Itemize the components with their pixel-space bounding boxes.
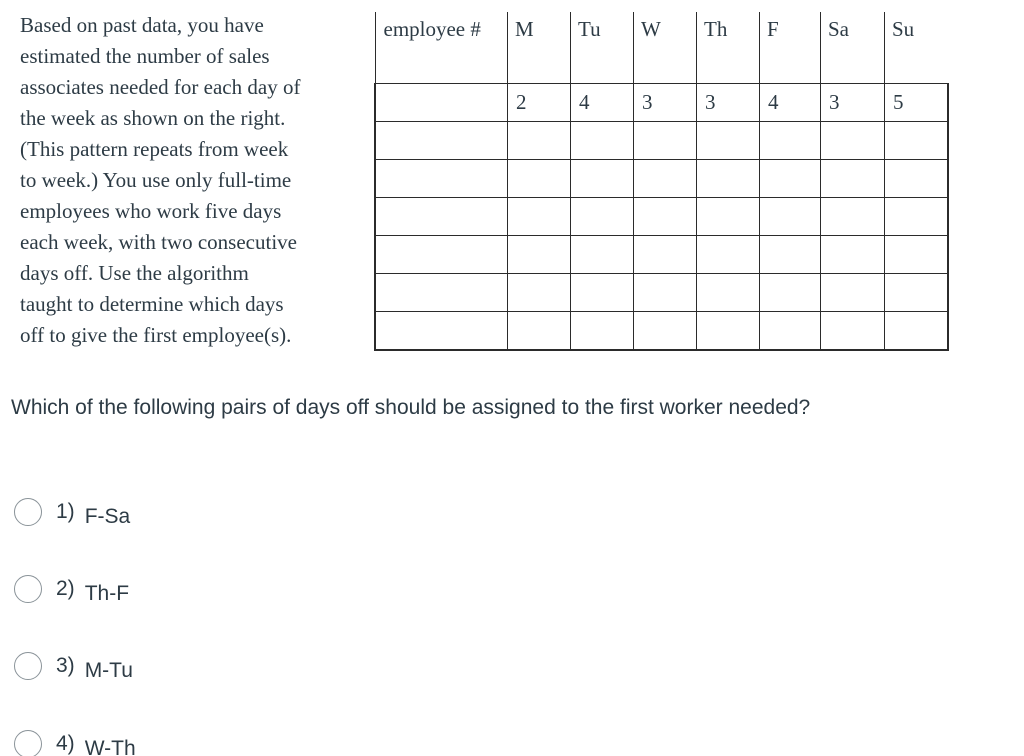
radio-button[interactable] [14, 498, 42, 526]
header-day-sa [821, 12, 885, 84]
table-cell [697, 274, 760, 312]
problem-line: off to give the first employee(s). [20, 323, 292, 347]
table-cell [885, 198, 949, 236]
table-cell [508, 198, 571, 236]
header-day-label: Su [892, 17, 915, 41]
table-cell [697, 160, 760, 198]
table-header-row [375, 12, 948, 84]
needed-value: 4 [579, 90, 590, 114]
header-day-label: Tu [578, 17, 601, 41]
table-cell [760, 312, 821, 351]
table-cell [697, 122, 760, 160]
header-day-label: Th [704, 17, 728, 41]
table-cell [375, 198, 508, 236]
header-employee-label: employee # [383, 17, 481, 41]
table-cell [821, 312, 885, 351]
table-cell [508, 122, 571, 160]
answer-label: F-Sa [84, 505, 131, 528]
table-cell [885, 274, 949, 312]
staffing-table [374, 12, 949, 351]
answer-option-3[interactable] [14, 649, 133, 683]
table-row [375, 236, 948, 274]
table-cell [697, 312, 760, 351]
problem-line: each week, with two consecutive [20, 230, 297, 254]
problem-line: employees who work five days [20, 199, 282, 223]
table-cell [634, 274, 697, 312]
problem-line: (This pattern repeats from week [20, 137, 289, 161]
radio-button[interactable] [14, 652, 42, 680]
table-cell [821, 198, 885, 236]
radio-button[interactable] [14, 730, 42, 756]
answer-label: W-Th [84, 737, 136, 756]
needed-value: 3 [705, 90, 716, 114]
answer-label: M-Tu [84, 659, 133, 682]
table-cell [375, 236, 508, 274]
header-day-tu [571, 12, 634, 84]
table-cell [885, 160, 949, 198]
header-day-m [508, 12, 571, 84]
table-cell [760, 198, 821, 236]
needed-row [375, 84, 948, 122]
table-cell [697, 198, 760, 236]
problem-line: days off. Use the algorithm [20, 261, 249, 285]
header-day-label: W [641, 17, 661, 41]
table-row [375, 122, 948, 160]
table-cell [821, 160, 885, 198]
table-cell [697, 84, 760, 122]
table-cell [508, 312, 571, 351]
header-employee [375, 12, 508, 84]
table-cell [571, 236, 634, 274]
table-cell [821, 122, 885, 160]
header-day-f [760, 12, 821, 84]
needed-value: 3 [829, 90, 840, 114]
table-cell [571, 160, 634, 198]
needed-value: 4 [768, 90, 779, 114]
table-cell [760, 160, 821, 198]
table-cell [375, 122, 508, 160]
answer-option-1[interactable] [14, 495, 130, 529]
table-cell [634, 160, 697, 198]
table-cell [508, 160, 571, 198]
table-cell [634, 198, 697, 236]
table-cell [760, 236, 821, 274]
table-cell [885, 84, 949, 122]
table-cell [571, 198, 634, 236]
problem-line: Based on past data, you have [20, 13, 264, 37]
answer-label: Th-F [84, 582, 130, 605]
table-row [375, 198, 948, 236]
question-text: Which of the following pairs of days off should be assigned to the first worker needed? [11, 396, 811, 419]
table-cell [375, 312, 508, 351]
needed-value: 3 [642, 90, 653, 114]
header-day-label: Sa [828, 17, 849, 41]
table-cell [375, 160, 508, 198]
table-cell [375, 274, 508, 312]
table-cell [634, 236, 697, 274]
table-cell [508, 84, 571, 122]
table-cell [760, 84, 821, 122]
answer-number: 3) [56, 654, 75, 677]
table-cell [821, 274, 885, 312]
table-cell [571, 122, 634, 160]
header-day-label: M [515, 17, 534, 41]
header-day-label: F [767, 17, 779, 41]
table-row [375, 274, 948, 312]
problem-statement [20, 10, 365, 351]
answer-option-4[interactable] [14, 727, 136, 756]
answer-number: 2) [56, 577, 75, 600]
table-row [375, 312, 948, 351]
table-row [375, 160, 948, 198]
answer-option-2[interactable] [14, 572, 129, 606]
table-cell [634, 84, 697, 122]
table-cell [634, 312, 697, 351]
problem-line: associates needed for each day of [20, 75, 301, 99]
problem-line: estimated the number of sales [20, 44, 270, 68]
table-cell [821, 236, 885, 274]
answer-number: 4) [56, 732, 75, 755]
table-cell [508, 274, 571, 312]
table-cell [571, 84, 634, 122]
needed-row-label [375, 84, 508, 122]
needed-value: 2 [516, 90, 527, 114]
needed-value: 5 [893, 90, 904, 114]
table-cell [697, 236, 760, 274]
table-cell [760, 122, 821, 160]
table-cell [885, 312, 949, 351]
problem-line: to week.) You use only full-time [20, 168, 292, 192]
answer-number: 1) [56, 500, 75, 523]
table-cell [508, 236, 571, 274]
header-day-th [697, 12, 760, 84]
problem-line: taught to determine which days [20, 292, 284, 316]
radio-button[interactable] [14, 575, 42, 603]
table-cell [571, 274, 634, 312]
table-cell [634, 122, 697, 160]
table-cell [885, 236, 949, 274]
header-day-su [885, 12, 949, 84]
table-cell [821, 84, 885, 122]
table-cell [571, 312, 634, 351]
table-cell [760, 274, 821, 312]
header-day-w [634, 12, 697, 84]
table-cell [885, 122, 949, 160]
problem-line: the week as shown on the right. [20, 106, 286, 130]
